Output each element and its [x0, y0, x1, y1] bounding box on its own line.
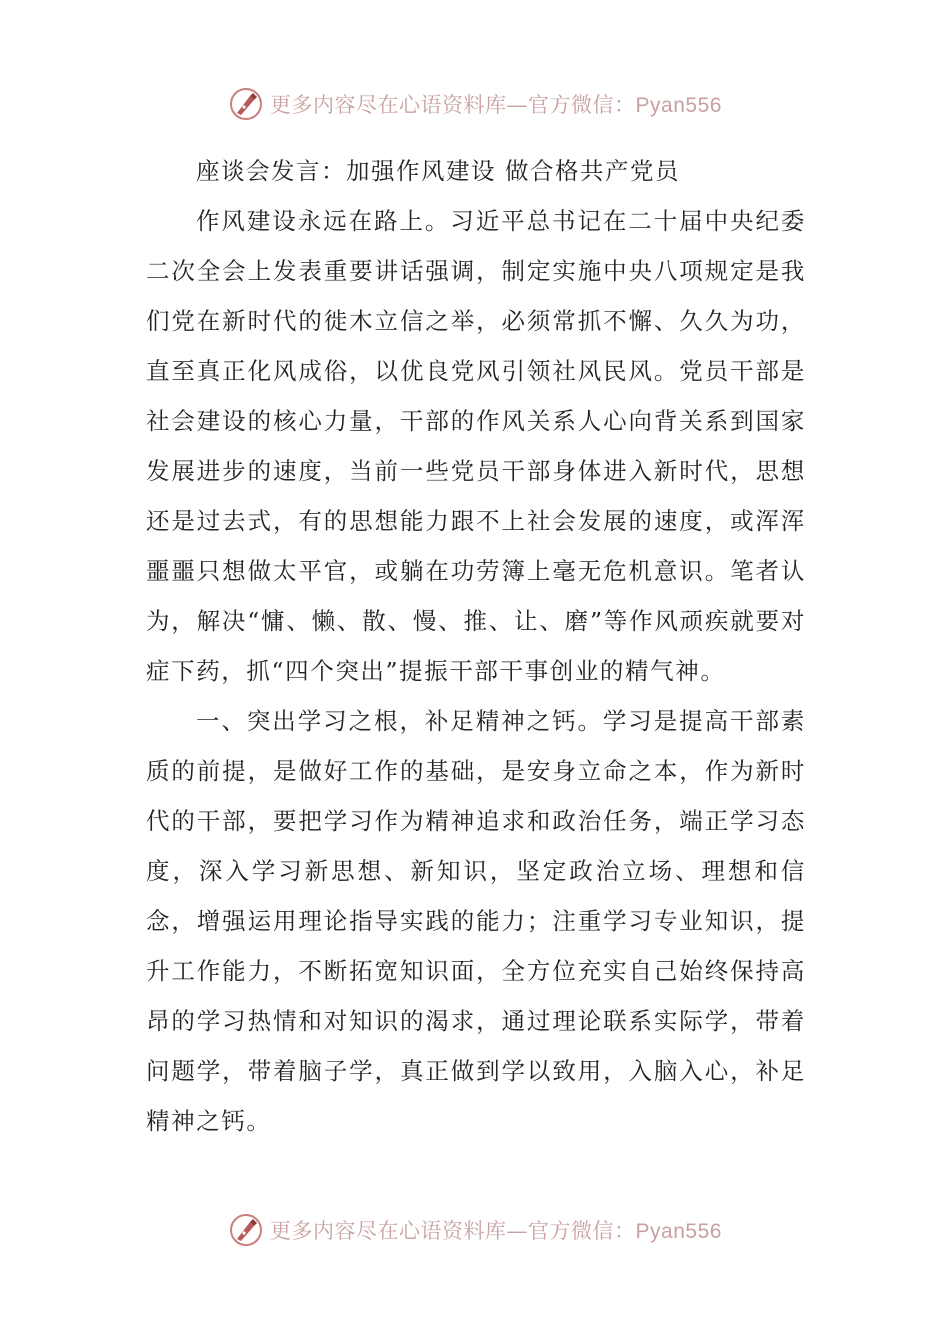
document-title: 座谈会发言：加强作风建设 做合格共产党员: [196, 157, 680, 185]
watermark-text: 更多内容尽在心语资料库—官方微信：: [270, 93, 636, 117]
pen-nib-logo-icon: [228, 86, 264, 122]
document-body: [146, 146, 806, 1146]
watermark-banner-top: [0, 84, 950, 124]
watermark-wechat-id: Pyan556: [635, 1220, 722, 1243]
watermark-text: 更多内容尽在心语资料库—官方微信：: [270, 1219, 636, 1243]
paragraph-intro: 作风建设永远在路上。习近平总书记在二十届中央纪委二次全会上发表重要讲话强调，制定实施中央八项规定是我们党在新时代的徙木立信之举，必须常抓不懈、久久为功，直至真正化风成俗，以优良党风引领社风民风。党员干部是社会建设的核心力量，干部的作风关系人心向背关系到国家发展进步的速度，当前一些党员干部身体进入新时代，思想还是过去式，有的思想能力跟不上社会发展的速度，或浑浑噩噩只想做太平官，或躺在功劳簿上毫无危机意识。笔者认为，解决“慵、懒、散、慢、推、让、磨”等作风顽疾就要对症下药，抓“四个突出”提振干部干事创业的精气神。: [146, 207, 806, 685]
watermark-banner-bottom: [0, 1210, 950, 1250]
pen-nib-logo-icon: [228, 1212, 264, 1248]
paragraph-section-one: 一、突出学习之根，补足精神之钙。学习是提高干部素质的前提，是做好工作的基础，是安身立命之本，作为新时代的干部，要把学习作为精神追求和政治任务，端正学习态度，深入学习新思想、新知识，坚定政治立场、理想和信念，增强运用理论指导实践的能力；注重学习专业知识，提升工作能力，不断拓宽知识面，全方位充实自己始终保持高昂的学习热情和对知识的渴求，通过理论联系实际学，带着问题学，带着脑子学，真正做到学以致用，入脑入心，补足精神之钙。: [146, 707, 806, 1135]
watermark-wechat-id: Pyan556: [635, 94, 722, 117]
